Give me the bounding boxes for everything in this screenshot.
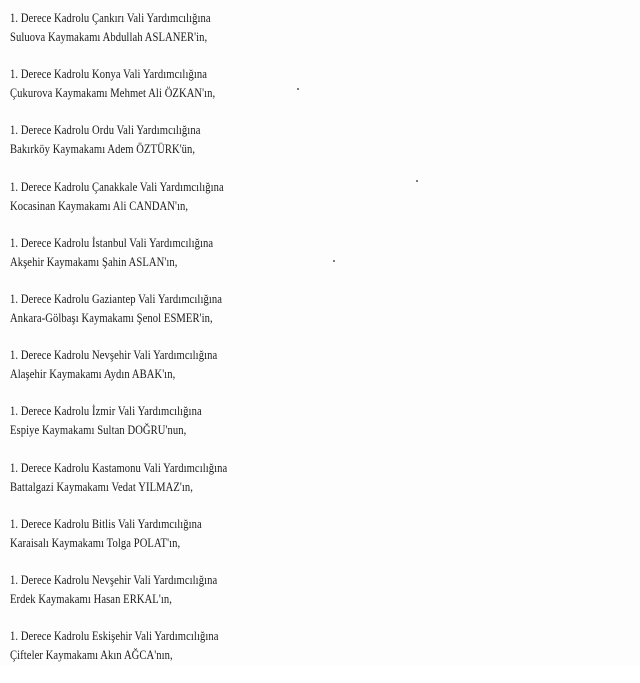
appointee: Battalgazi Kaymakamı Vedat YILMAZ'ın, [10, 479, 194, 494]
appointment-entry [10, 234, 610, 290]
appointment-entry [10, 402, 610, 458]
appointee: Akşehir Kaymakamı Şahin ASLAN'ın, [10, 254, 178, 269]
appointee: Suluova Kaymakamı Abdullah ASLANER'in, [10, 30, 208, 44]
appointment-entry [10, 9, 610, 65]
appointment-entry [10, 459, 610, 515]
appointee: Espiye Kaymakamı Sultan DOĞRU'nun, [10, 423, 187, 438]
scan-speck [333, 260, 335, 262]
position-title: 1. Derece Kadrolu Eskişehir Vali Yardımcılığına [10, 629, 219, 644]
appointment-entry [10, 627, 610, 683]
position-title: 1. Derece Kadrolu Konya Vali Yardımcılığına [10, 67, 208, 82]
appointment-entry [10, 121, 610, 177]
position-title: 1. Derece Kadrolu İstanbul Vali Yardımcılığına [10, 235, 214, 250]
appointee: Karaisalı Kaymakamı Tolga POLAT'ın, [10, 535, 181, 550]
position-title: 1. Derece Kadrolu Nevşehir Vali Yardımcılığına [10, 572, 218, 587]
appointment-list [10, 9, 610, 683]
appointee: Kocasinan Kaymakamı Ali CANDAN'ın, [10, 198, 189, 213]
appointee: Çukurova Kaymakamı Mehmet Ali ÖZKAN'ın, [10, 86, 216, 101]
appointment-entry [10, 571, 610, 627]
position-title: 1. Derece Kadrolu Kastamonu Vali Yardımcılığına [10, 460, 228, 475]
scan-speck [416, 180, 418, 182]
position-title: 1. Derece Kadrolu Bitlis Vali Yardımcılığına [10, 516, 202, 531]
appointee: Ankara-Gölbaşı Kaymakamı Şenol ESMER'in, [10, 310, 213, 325]
appointee: Bakırköy Kaymakamı Adem ÖZTÜRK'ün, [10, 142, 196, 157]
position-title: 1. Derece Kadrolu Çankırı Vali Yardımcılığına [10, 11, 211, 25]
position-title: 1. Derece Kadrolu Gaziantep Vali Yardımcılığına [10, 291, 223, 306]
appointment-entry [10, 178, 610, 234]
appointment-entry [10, 515, 610, 571]
position-title: 1. Derece Kadrolu Çanakkale Vali Yardımcılığına [10, 179, 224, 194]
position-title: 1. Derece Kadrolu İzmir Vali Yardımcılığına [10, 404, 202, 419]
scan-speck [297, 88, 299, 90]
appointment-entry [10, 290, 610, 346]
appointment-entry [10, 65, 610, 121]
appointee: Çifteler Kaymakamı Akın AĞCA'nın, [10, 648, 173, 663]
appointee: Alaşehir Kaymakamı Aydın ABAK'ın, [10, 367, 176, 382]
appointee: Erdek Kaymakamı Hasan ERKAL'ın, [10, 591, 172, 606]
position-title: 1. Derece Kadrolu Nevşehir Vali Yardımcılığına [10, 348, 218, 363]
appointment-entry [10, 346, 610, 402]
position-title: 1. Derece Kadrolu Ordu Vali Yardımcılığına [10, 123, 201, 138]
